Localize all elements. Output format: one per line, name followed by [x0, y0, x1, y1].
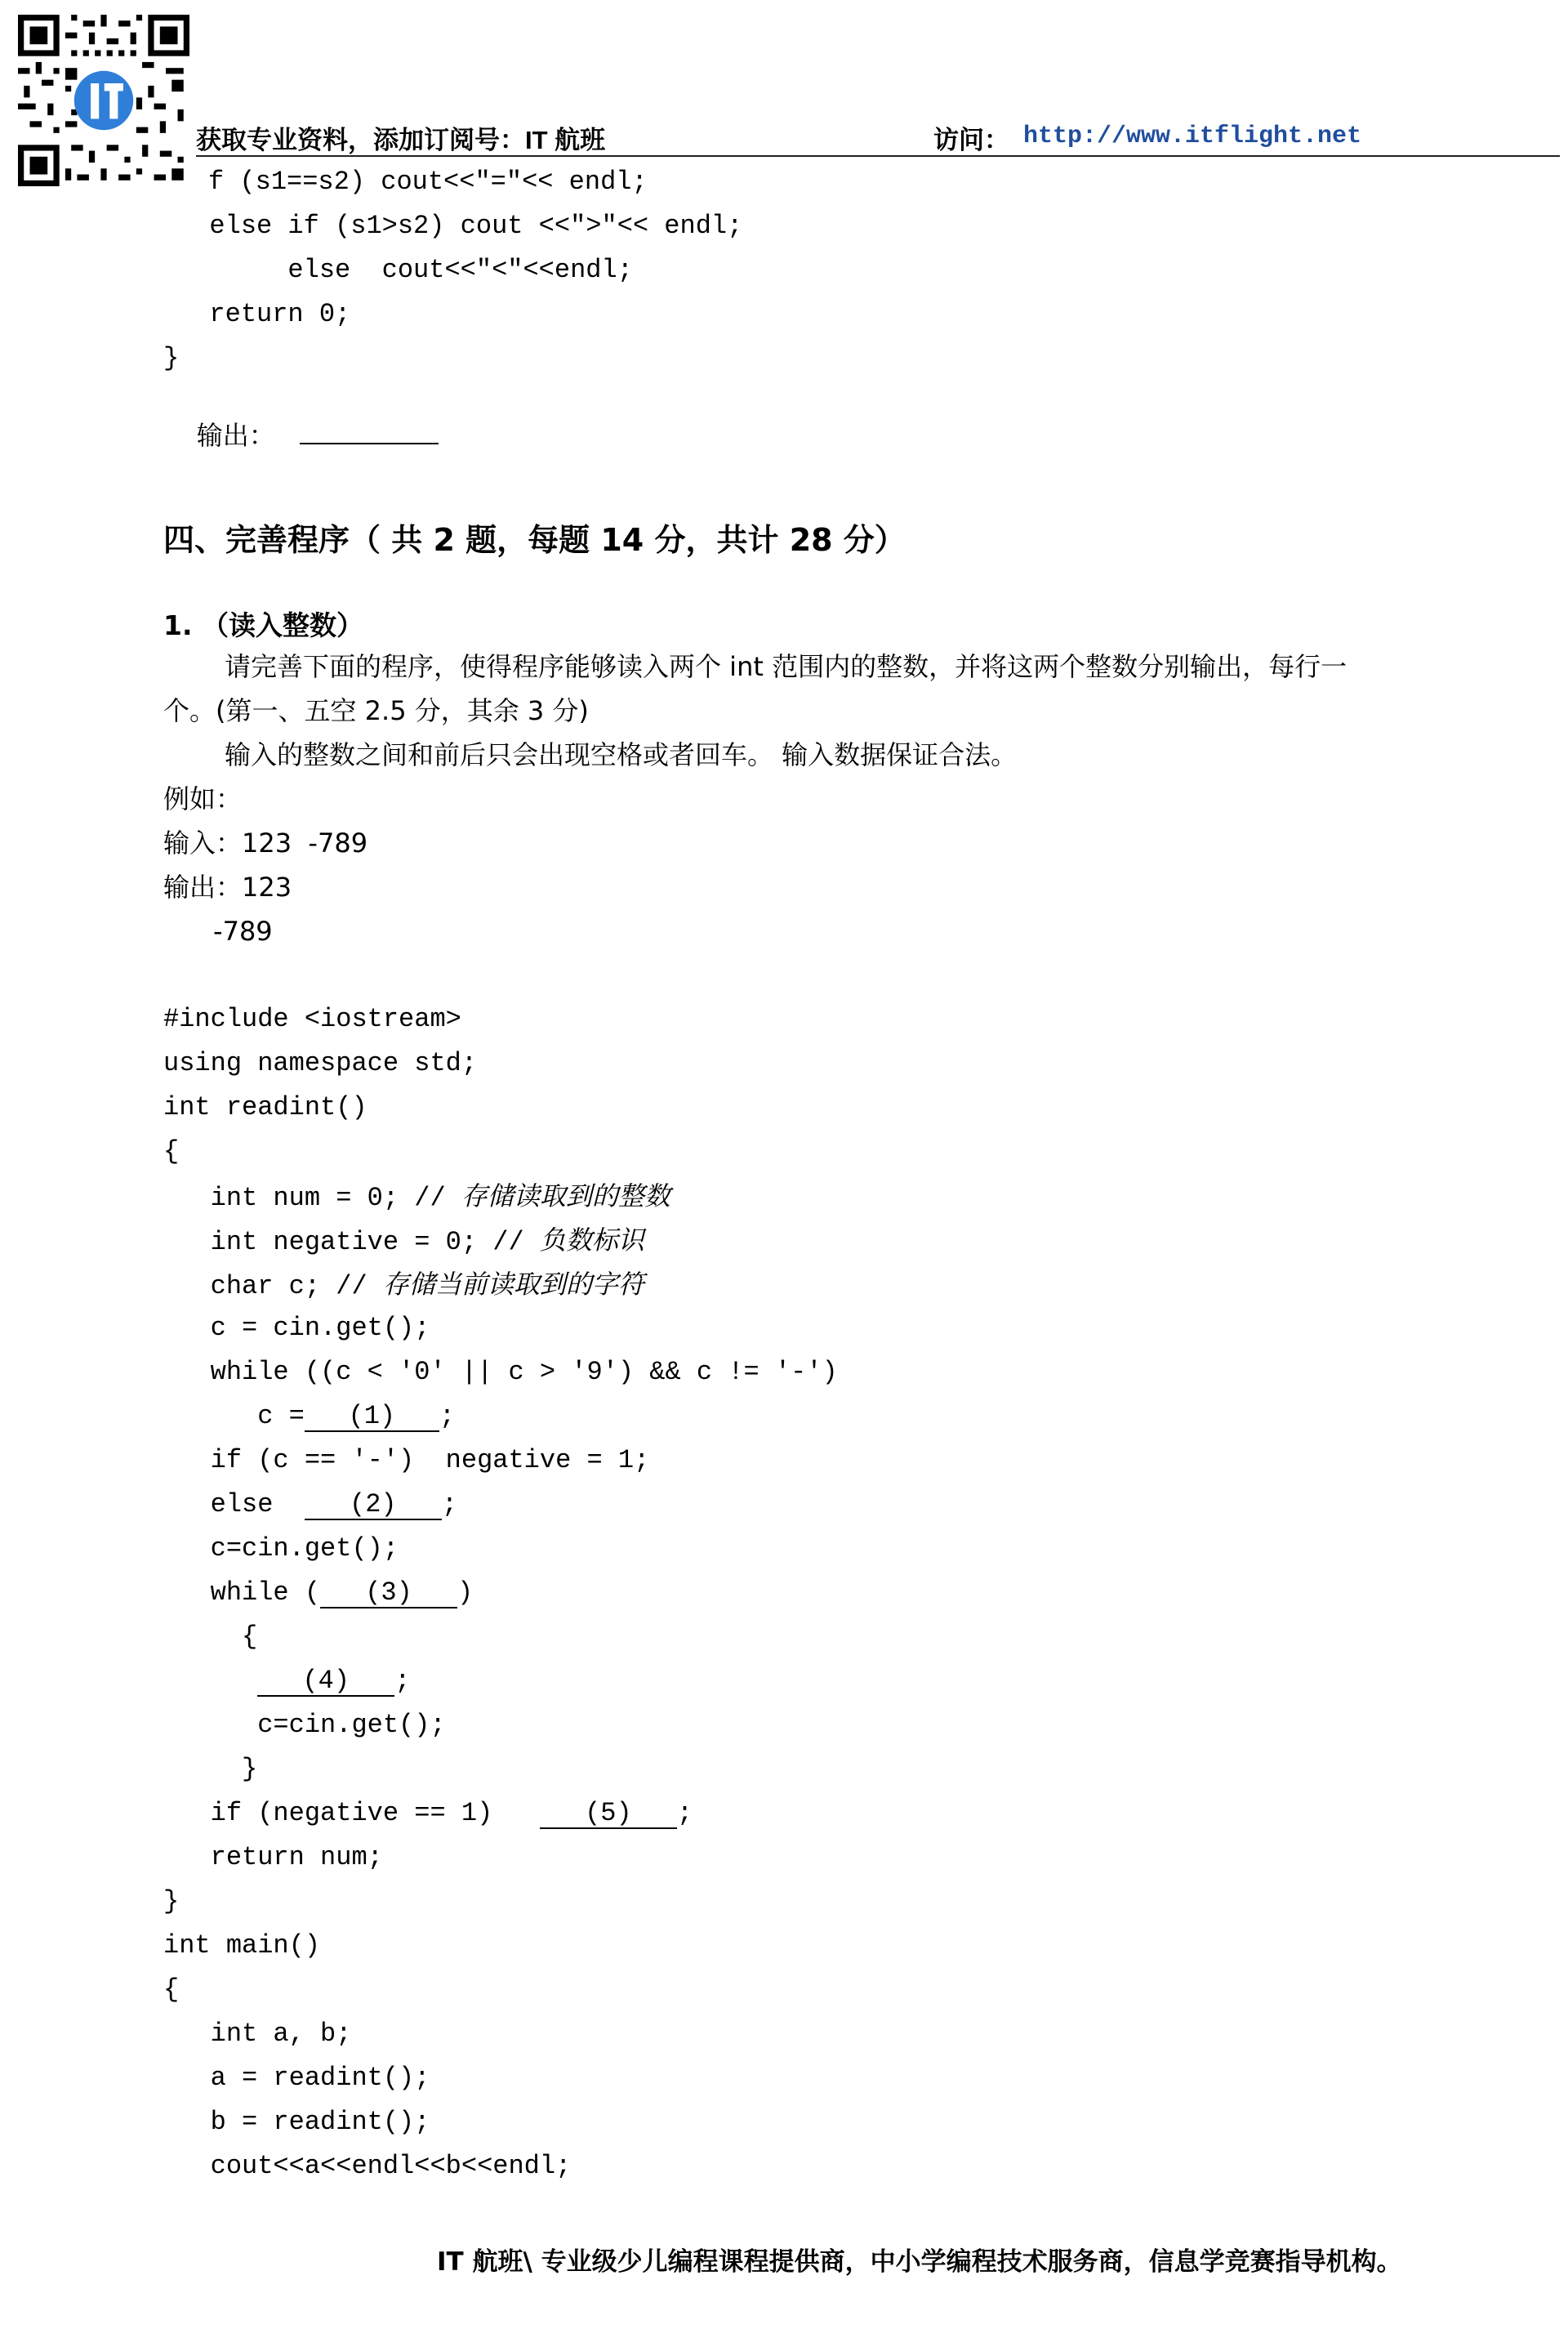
code-text: char c; //: [163, 1271, 383, 1301]
code-text: ;: [439, 1401, 456, 1431]
header-visit-label: 访问：: [933, 126, 1009, 154]
prev-code-line: f (s1==s2) cout<<"="<< endl;: [208, 167, 648, 197]
code-text: int negative = 0; //: [163, 1227, 540, 1257]
code-text: [163, 1666, 257, 1696]
code-comment: 负数标识: [539, 1225, 644, 1256]
code-line: return num;: [163, 1842, 383, 1872]
code-line: int readint(): [163, 1092, 368, 1122]
code-text: ): [457, 1577, 474, 1608]
code-line: [163, 1224, 644, 1259]
code-line: #include <iostream>: [163, 1004, 461, 1034]
example-label: 例如：: [163, 783, 243, 814]
code-line: a = readint();: [163, 2063, 430, 2093]
answer-blank-5[interactable]: (5): [540, 1800, 677, 1829]
question-desc: 输入的整数之间和前后只会出现空格或者回车。 输入数据保证合法。: [225, 739, 1018, 770]
question-desc: 请完善下面的程序，使得程序能够读入两个 int 范围内的整数，并将这两个整数分别输出，每行一: [225, 651, 1348, 682]
code-comment: 存储当前读取到的字符: [382, 1269, 644, 1300]
code-line: int a, b;: [163, 2019, 352, 2049]
code-text: ;: [441, 1489, 458, 1519]
question-title: 1. （读入整数）: [163, 609, 363, 641]
code-line: [163, 1797, 693, 1830]
code-line: [163, 1180, 670, 1215]
code-text: while (: [163, 1577, 321, 1608]
code-text: else: [163, 1489, 305, 1519]
code-line: {: [163, 1622, 258, 1652]
code-line: [163, 1268, 644, 1303]
section-title: 四、完善程序（ 共 2 题，每题 14 分，共计 28 分）: [163, 522, 906, 558]
answer-blank-2[interactable]: (2): [305, 1491, 442, 1520]
prev-output-blank: [300, 420, 439, 444]
header-url-link[interactable]: http://www.itflight.net: [1023, 123, 1362, 150]
prev-output-label: 输出：: [196, 420, 275, 451]
code-text: ;: [394, 1666, 411, 1696]
qr-code-icon: [15, 15, 193, 186]
header-subscribe-text: 获取专业资料，添加订阅号：IT 航班: [196, 126, 606, 154]
prev-code-line: }: [163, 343, 180, 373]
code-line: using namespace std;: [163, 1048, 478, 1078]
code-text: ;: [676, 1798, 693, 1828]
prev-code-line: else if (s1>s2) cout <<">"<< endl;: [178, 211, 743, 241]
header-divider: [196, 155, 1560, 157]
code-text: if (negative == 1): [163, 1798, 540, 1828]
answer-blank-3[interactable]: (3): [320, 1579, 457, 1608]
code-line: b = readint();: [163, 2107, 430, 2137]
code-line: [163, 1577, 473, 1609]
code-line: }: [163, 1754, 258, 1784]
question-desc: 个。(第一、五空 2.5 分，其余 3 分): [163, 695, 589, 726]
code-text: c =: [163, 1401, 305, 1431]
code-line: c=cin.get();: [163, 1710, 446, 1740]
code-line: {: [163, 1974, 180, 2005]
code-line: c = cin.get();: [163, 1313, 430, 1343]
code-line: {: [163, 1136, 180, 1167]
example-output: 输出：123: [163, 872, 292, 903]
code-line: [163, 1488, 457, 1521]
example-output: -789: [163, 916, 273, 947]
answer-blank-4[interactable]: (4): [257, 1667, 394, 1697]
code-line: }: [163, 1886, 180, 1916]
code-line: cout<<a<<endl<<b<<endl;: [163, 2151, 572, 2181]
code-line: [163, 1400, 455, 1433]
code-comment: 存储读取到的整数: [461, 1180, 670, 1211]
code-line: c=cin.get();: [163, 1533, 399, 1564]
code-text: int num = 0; //: [163, 1183, 461, 1213]
code-line: if (c == '-') negative = 1;: [163, 1445, 650, 1475]
answer-blank-1[interactable]: (1): [305, 1403, 439, 1432]
prev-code-line: else cout<<"<"<<endl;: [178, 255, 633, 285]
prev-code-line: return 0;: [178, 299, 351, 329]
prev-output-row: [163, 386, 439, 484]
example-input: 输入：123 -789: [163, 828, 368, 859]
code-line: while ((c < '0' || c > '9') && c != '-'): [163, 1357, 838, 1387]
code-line: [163, 1665, 410, 1698]
code-line: int main(): [163, 1930, 321, 1961]
page-footer: IT 航班\ 专业级少儿编程课程提供商，中小学编程技术服务商，信息学竞赛指导机构。: [437, 2247, 1402, 2277]
